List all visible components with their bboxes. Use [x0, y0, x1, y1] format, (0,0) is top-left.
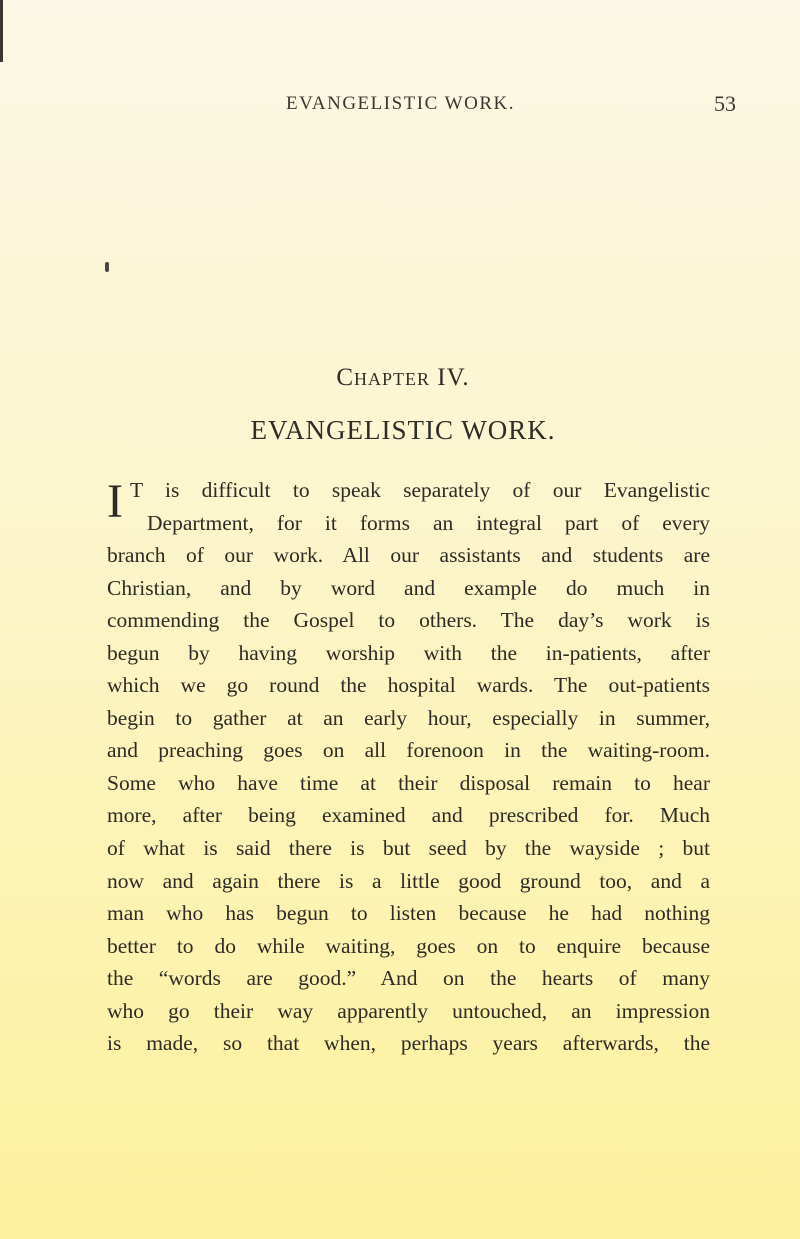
- body-line: man who has begun to listen because he had nothing: [107, 901, 710, 926]
- stray-ink-mark: [105, 262, 109, 272]
- body-line: the “words are good.” And on the hearts of many: [107, 966, 710, 991]
- body-line: of what is said there is but seed by the wayside ; but: [107, 836, 710, 861]
- chapter-label: Chapter IV.: [336, 364, 470, 391]
- body-line: Some who have time at their disposal remain to hear: [107, 770, 710, 795]
- body-line: is made, so that when, perhaps years afterwards, the: [107, 1031, 710, 1056]
- body-line: commending the Gospel to others. The day’s work is: [107, 608, 710, 633]
- running-title: EVANGELISTIC WORK.: [286, 93, 515, 114]
- body-line: better to do while waiting, goes on to enquire because: [107, 933, 710, 958]
- chapter-title: EVANGELISTIC WORK.: [250, 415, 556, 445]
- body-line: more, after being examined and prescribed for. Much: [107, 803, 710, 828]
- body-line: begun by having worship with the in-patients, after: [107, 640, 710, 665]
- body-line: who go their way apparently untouched, an impression: [107, 998, 710, 1023]
- body-line: branch of our work. All our assistants and students are: [107, 543, 710, 568]
- body-line-first: T is difficult to speak separately of our Evangelistic: [130, 478, 710, 502]
- body-text: [107, 474, 710, 1060]
- page-number: 53: [714, 91, 736, 116]
- drop-cap-letter: I: [107, 475, 123, 528]
- scan-edge: [0, 0, 3, 62]
- body-line: which we go round the hospital wards. The out-patients: [107, 673, 710, 698]
- body-line: begin to gather at an early hour, especially in summer,: [107, 705, 710, 730]
- running-head: [0, 93, 800, 123]
- body-line: now and again there is a little good ground too, and a: [107, 868, 710, 893]
- body-line: Department, for it forms an integral part of every: [147, 510, 710, 535]
- body-line: Christian, and by word and example do much in: [107, 575, 710, 600]
- body-line: and preaching goes on all forenoon in the waiting-room.: [107, 738, 710, 763]
